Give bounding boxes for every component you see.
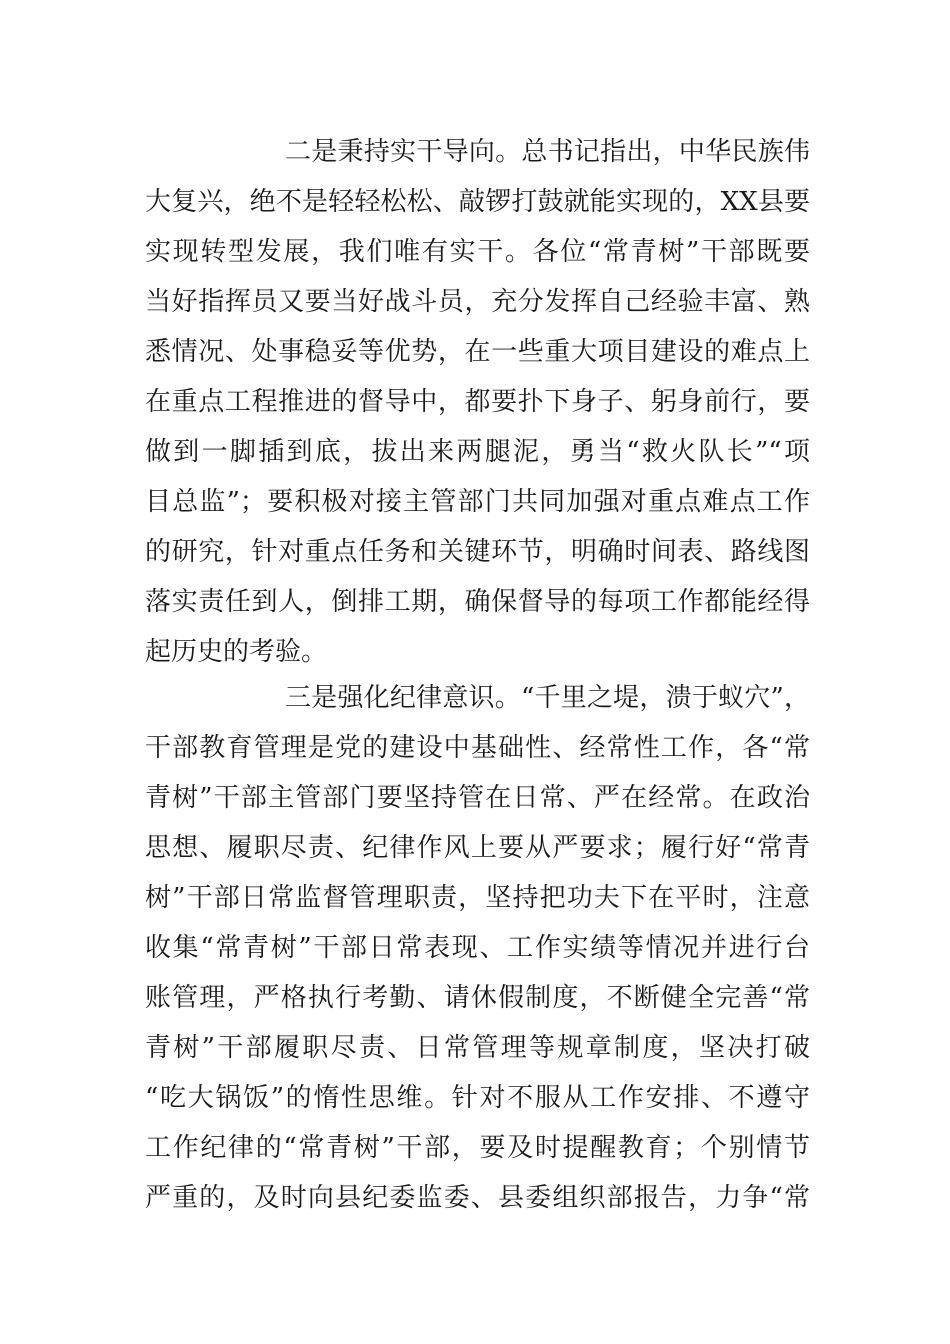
paragraph-1-line-1: 二是秉持实干导向。总书记指出，中华民族伟	[285, 137, 810, 167]
paragraph-2-line-1: 三是强化纪律意识。“千里之堤，溃于蚁穴”，	[285, 683, 810, 713]
paragraph-1-line-5: 悉情况、处事稳妥等优势，在一些重大项目建设的难点上	[145, 337, 810, 367]
paragraph-1-line-4: 当好指挥员又要当好战斗员，充分发挥自己经验丰富、熟	[145, 287, 810, 317]
paragraph-2-line-5: 树”干部日常监督管理职责，坚持把功夫下在平时，注意	[145, 883, 810, 913]
paragraph-2-line-7: 账管理，严格执行考勤、请休假制度，不断健全完善“常	[145, 983, 810, 1013]
paragraph-2-line-3: 青树”干部主管部门要坚持管在日常、严在经常。在政治	[145, 783, 810, 813]
paragraph-2-line-10: 工作纪律的“常青树”干部，要及时提醒教育；个别情节	[145, 1133, 810, 1163]
paragraph-1-line-6: 在重点工程推进的督导中，都要扑下身子、躬身前行，要	[145, 387, 810, 417]
paragraph-2-line-11: 严重的，及时向县纪委监委、县委组织部报告，力争“常	[145, 1183, 810, 1213]
paragraph-1-line-2: 大复兴，绝不是轻轻松松、敲锣打鼓就能实现的，XX县要	[145, 187, 810, 217]
paragraph-1-line-11: 起历史的考验。	[145, 637, 328, 667]
paragraph-2-line-8: 青树”干部履职尽责、日常管理等规章制度，坚决打破	[145, 1033, 810, 1063]
paragraph-1-line-9: 的研究，针对重点任务和关键环节，明确时间表、路线图	[145, 537, 810, 567]
paragraph-1-line-7: 做到一脚插到底，拔出来两腿泥，勇当“救火队长”“项	[145, 437, 810, 467]
paragraph-2-line-6: 收集“常青树”干部日常表现、工作实绩等情况并进行台	[145, 933, 810, 963]
paragraph-1-line-10: 落实责任到人，倒排工期，确保督导的每项工作都能经得	[145, 587, 810, 617]
paragraph-2-line-2: 干部教育管理是党的建设中基础性、经常性工作，各“常	[145, 733, 810, 763]
paragraph-1-line-8: 目总监”；要积极对接主管部门共同加强对重点难点工作	[145, 487, 810, 517]
paragraph-2-line-4: 思想、履职尽责、纪律作风上要从严要求；履行好“常青	[145, 833, 810, 863]
paragraph-2-line-9: “吃大锅饭”的惰性思维。针对不服从工作安排、不遵守	[145, 1083, 810, 1113]
paragraph-1-line-3: 实现转型发展，我们唯有实干。各位“常青树”干部既要	[145, 237, 810, 267]
